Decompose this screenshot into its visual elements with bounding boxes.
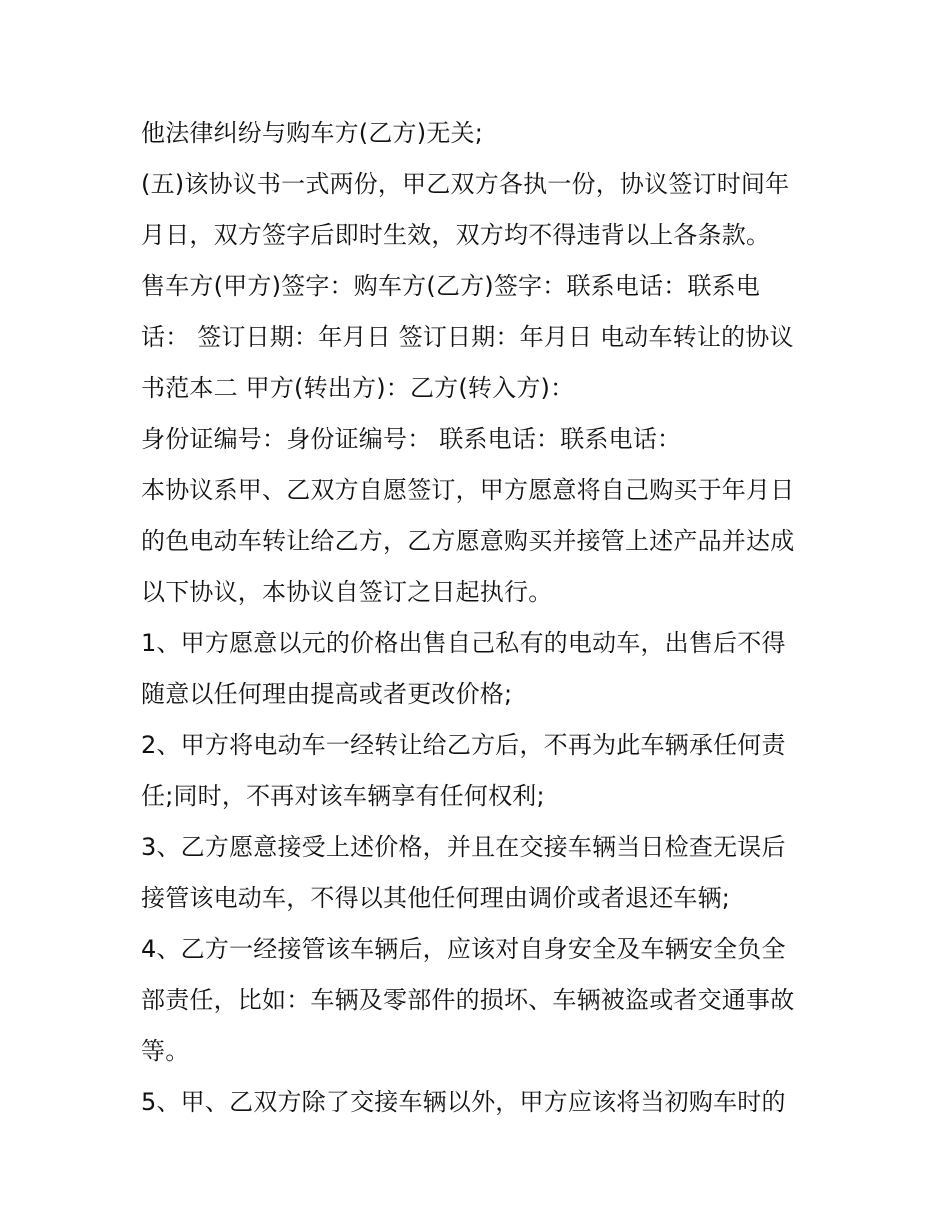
text-line: 2、甲方将电动车一经转让给乙方后，不再为此车辆承任何责 [141, 731, 786, 759]
text-line: 书范本二 甲方(转出方)：乙方(转入方)： [141, 374, 575, 402]
text-line: 5、甲、乙双方除了交接车辆以外，甲方应该将当初购车时的 [141, 1088, 786, 1116]
text-line: 本协议系甲、乙双方自愿签订，甲方愿意将自己购买于年月日 [141, 476, 795, 504]
text-line: 任;同时，不再对该车辆享有任何权利; [141, 782, 545, 810]
text-line: (五)该协议书一式两份，甲乙双方各执一份，协议签订时间年 [141, 170, 790, 198]
text-line: 接管该电动车，不得以其他任何理由调价或者退还车辆; [141, 884, 731, 912]
text-line: 话： 签订日期：年月日 签订日期：年月日 电动车转让的协议 [141, 323, 794, 351]
text-line: 部责任，比如：车辆及零部件的损坏、车辆被盗或者交通事故 [141, 986, 795, 1014]
text-line: 等。 [141, 1037, 190, 1065]
text-line: 月日，双方签字后即时生效，双方均不得违背以上各条款。 [141, 221, 771, 249]
text-line: 3、乙方愿意接受上述价格，并且在交接车辆当日检查无误后 [141, 833, 786, 861]
text-line: 身份证编号：身份证编号： 联系电话：联系电话： [141, 425, 682, 453]
text-line: 他法律纠纷与购车方(乙方)无关; [141, 119, 484, 147]
text-line: 售车方(甲方)签字：购车方(乙方)签字：联系电话：联系电 [141, 272, 761, 300]
document-body [141, 108, 831, 1128]
text-line: 随意以任何理由提高或者更改价格; [141, 680, 513, 708]
text-line: 以下协议，本协议自签订之日起执行。 [141, 578, 553, 606]
text-line: 4、乙方一经接管该车辆后，应该对自身安全及车辆安全负全 [141, 935, 786, 963]
text-line: 的色电动车转让给乙方，乙方愿意购买并接管上述产品并达成 [141, 527, 795, 555]
text-line: 1、甲方愿意以元的价格出售自己私有的电动车，出售后不得 [141, 629, 786, 657]
